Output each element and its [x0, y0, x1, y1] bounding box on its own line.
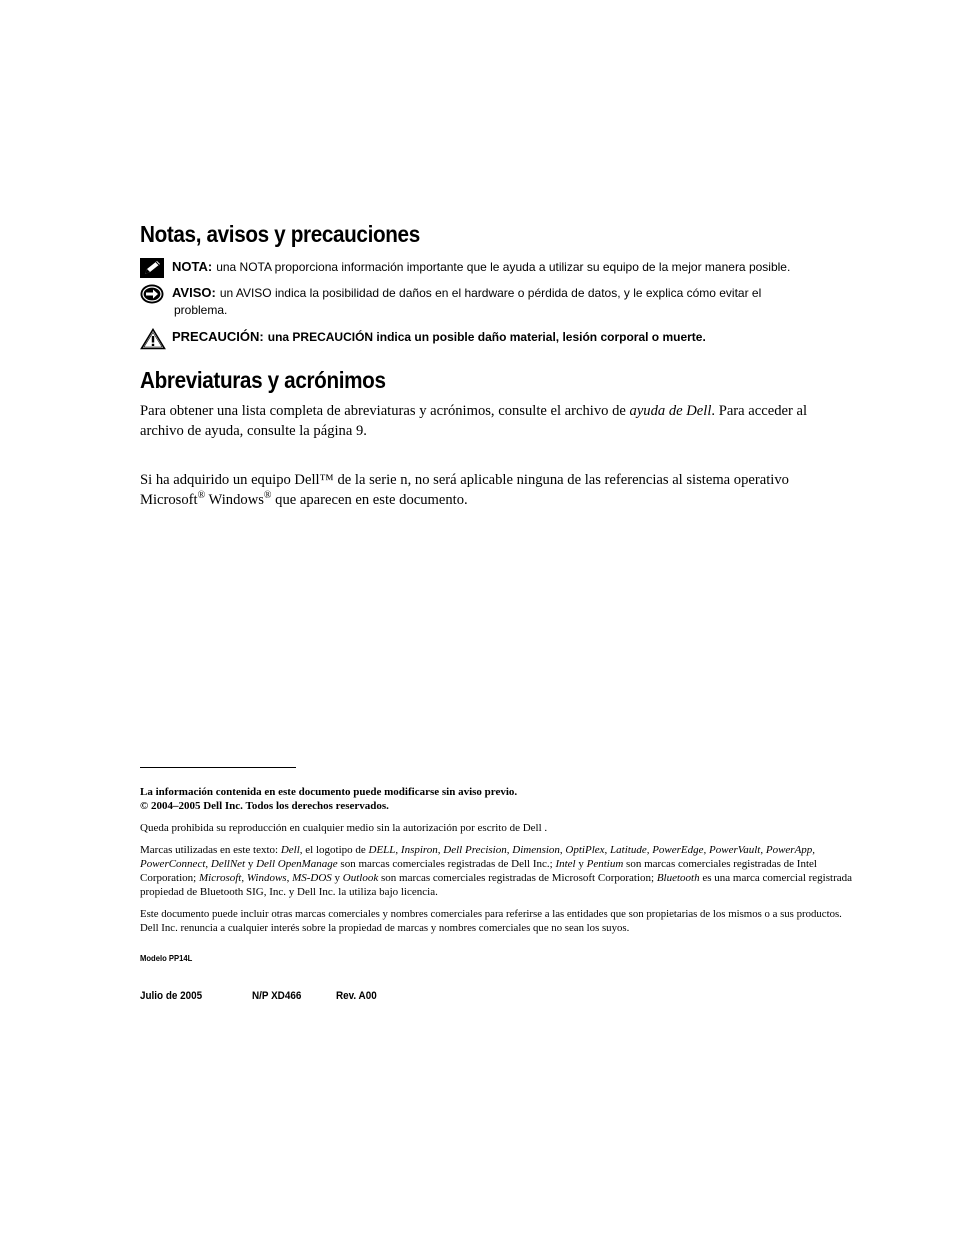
trademark-name: Microsoft [198, 872, 242, 884]
trademark-text: , [559, 844, 566, 856]
trademark-name: Dell OpenManage [256, 858, 338, 870]
registered-mark: ® [197, 490, 206, 502]
trademark-text: , [205, 858, 211, 870]
trademark-text: , [437, 844, 444, 856]
series-text-2: Windows [205, 492, 264, 508]
trademark-text: son marcas comerciales registradas de Microsoft Corporation; [378, 872, 657, 884]
trademark-text: , [760, 844, 766, 856]
abbreviations-paragraph [140, 401, 850, 441]
reproduction-notice: Queda prohibida su reproducción en cualquier medio sin la autorización por escrito de Dell . [140, 822, 548, 834]
trademark-text: , [395, 844, 401, 856]
other-trademarks-paragraph: Este documento puede incluir otras marcas comerciales y nombres comerciales para referirse a las entidades que son propietarias de los mismos o a sus productos. Dell Inc. renuncia a cualquier interés sobre la propiedad de marcas y nombres comerciales que no sean los suyos. [140, 908, 842, 934]
caution-notice [140, 328, 860, 346]
note-notice [140, 258, 860, 276]
trademark-name: Bluetooth [656, 872, 700, 884]
trademark-name: PowerApp, PowerConnect [140, 844, 816, 870]
copyright-line: © 2004–2005 Dell Inc. Todos los derechos reservados. [140, 800, 389, 812]
trademark-text: y [575, 858, 587, 870]
abbrev-text-before: Para obtener una lista completa de abreviaturas y acrónimos, consulte el archivo de [140, 403, 630, 419]
trademark-name: Dell [280, 844, 300, 856]
notice-notice [140, 284, 860, 319]
trademark-text: son marcas comerciales registradas de Dell Inc.; [337, 858, 556, 870]
footnote-divider [140, 767, 296, 768]
caution-label: PRECAUCIÓN: [172, 329, 264, 344]
abbreviations-heading: Abreviaturas y acrónimos [140, 367, 386, 393]
notice-text: un AVISO indica la posibilidad de daños en el hardware o pérdida de datos, y le explica cómo evitar el [219, 286, 762, 300]
abbrev-text-after: . Para acceder al archivo de ayuda, consulte la página 9. [140, 403, 808, 439]
trademark-text: y [331, 872, 343, 884]
trademark-text: y [245, 858, 257, 870]
trademark-text: , [506, 844, 513, 856]
trademarks-paragraph [140, 843, 852, 899]
notice-label: AVISO: [172, 285, 216, 300]
trademark-text: , [241, 872, 247, 884]
trademark-name: Inspiron [400, 844, 438, 856]
trademark-text: Marcas utilizadas en este texto: [140, 844, 281, 856]
pencil-note-icon [140, 258, 164, 283]
trademark-name: Outlook [342, 872, 379, 884]
trademark-name: Windows [246, 872, 287, 884]
caution-text: una PRECAUCIÓN indica un posible daño material, lesión corporal o muerte. [267, 330, 706, 344]
series-text-1: Si ha adquirido un equipo Dell™ de la serie n, no será aplicable ninguna de las referencias al sistema operativo Microsoft [140, 472, 789, 508]
footer-date: Julio de 2005 [140, 990, 203, 1002]
note-label: NOTA: [172, 259, 213, 274]
trademark-text: , [286, 872, 293, 884]
trademark-name: DellNet [210, 858, 246, 870]
series-text-3: que aparecen en este documento. [271, 492, 468, 508]
trademark-name: OptiPlex [565, 844, 605, 856]
notes-heading: Notas, avisos y precauciones [140, 221, 420, 247]
trademark-name: Dimension [512, 844, 560, 856]
trademark-text: , [604, 844, 611, 856]
trademark-text: es una marca comercial registrada propiedad de Bluetooth SIG, Inc. y Dell Inc. la utiliza bajo licencia. [140, 872, 852, 898]
warning-triangle-icon [140, 328, 166, 355]
trademark-name: Dell Precision [443, 844, 507, 856]
trademark-text: son marcas comerciales registradas de Intel Corporation; [140, 858, 817, 884]
note-text: una NOTA proporciona información importante que le ayuda a utilizar su equipo de la mejor manera posible. [216, 260, 791, 274]
legal-notice-line: La información contenida en este documento puede modificarse sin aviso previo. [140, 786, 518, 798]
trademark-name: Latitude, PowerEdge, PowerVault [610, 844, 761, 856]
model-number: Modelo PP14L [140, 953, 193, 963]
n-series-paragraph [140, 470, 850, 510]
trademark-name: DELL [368, 844, 396, 856]
trademark-name: MS-DOS [292, 872, 332, 884]
dell-help-reference: ayuda de Dell [629, 403, 712, 419]
registered-mark: ® [263, 490, 272, 502]
trademark-text: , el logotipo de [299, 844, 369, 856]
footer-part-number: N/P XD466 [252, 990, 302, 1002]
notice-text-continued: problema. [174, 303, 228, 317]
arrow-notice-icon [140, 284, 164, 309]
trademark-name: Pentium [586, 858, 624, 870]
footer-revision: Rev. A00 [336, 990, 377, 1002]
trademark-name: Intel [555, 858, 576, 870]
